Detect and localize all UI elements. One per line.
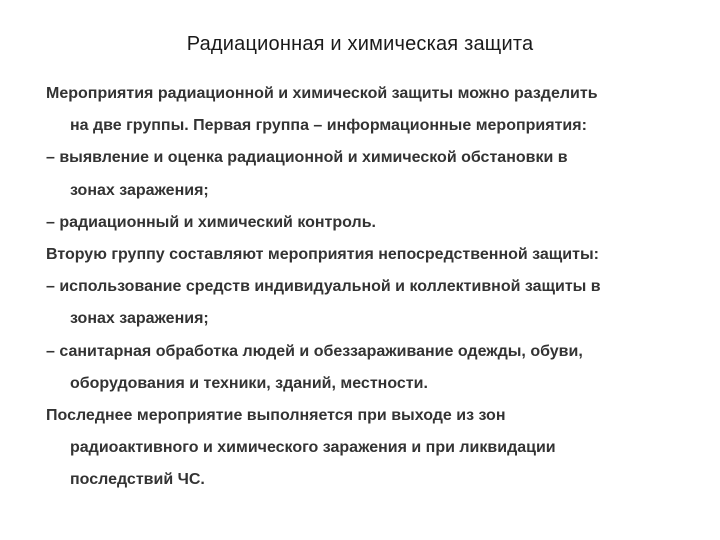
bullet-line-continuation: оборудования и техники, зданий, местности. [70, 374, 428, 392]
bullet-line: – санитарная обработка людей и обеззараживание одежды, обуви, [46, 342, 583, 360]
paragraph-line: Вторую группу составляют мероприятия непосредственной защиты: [46, 246, 599, 264]
bullet-line-continuation: зонах заражения; [70, 310, 209, 328]
paragraph-line-continuation: на две группы. Первая группа – информационные мероприятия: [70, 117, 587, 135]
slide-title: Радиационная и химическая защита [186, 33, 534, 55]
paragraph-line: Мероприятия радиационной и химической защиты можно разделить [46, 85, 598, 102]
slide-body [46, 78, 686, 497]
paragraph-line: Последнее мероприятие выполняется при выходе из зон [46, 407, 506, 425]
paragraph-line-continuation: радиоактивного и химического заражения и при ликвидации [70, 439, 556, 457]
bullet-line: – выявление и оценка радиационной и химической обстановки в [46, 149, 568, 167]
bullet-line: – использование средств индивидуальной и коллективной защиты в [46, 278, 601, 296]
bullet-line-continuation: зонах заражения; [70, 181, 209, 199]
bullet-line: – радиационный и химический контроль. [46, 213, 376, 231]
paragraph-line-continuation: последствий ЧС. [70, 471, 205, 489]
